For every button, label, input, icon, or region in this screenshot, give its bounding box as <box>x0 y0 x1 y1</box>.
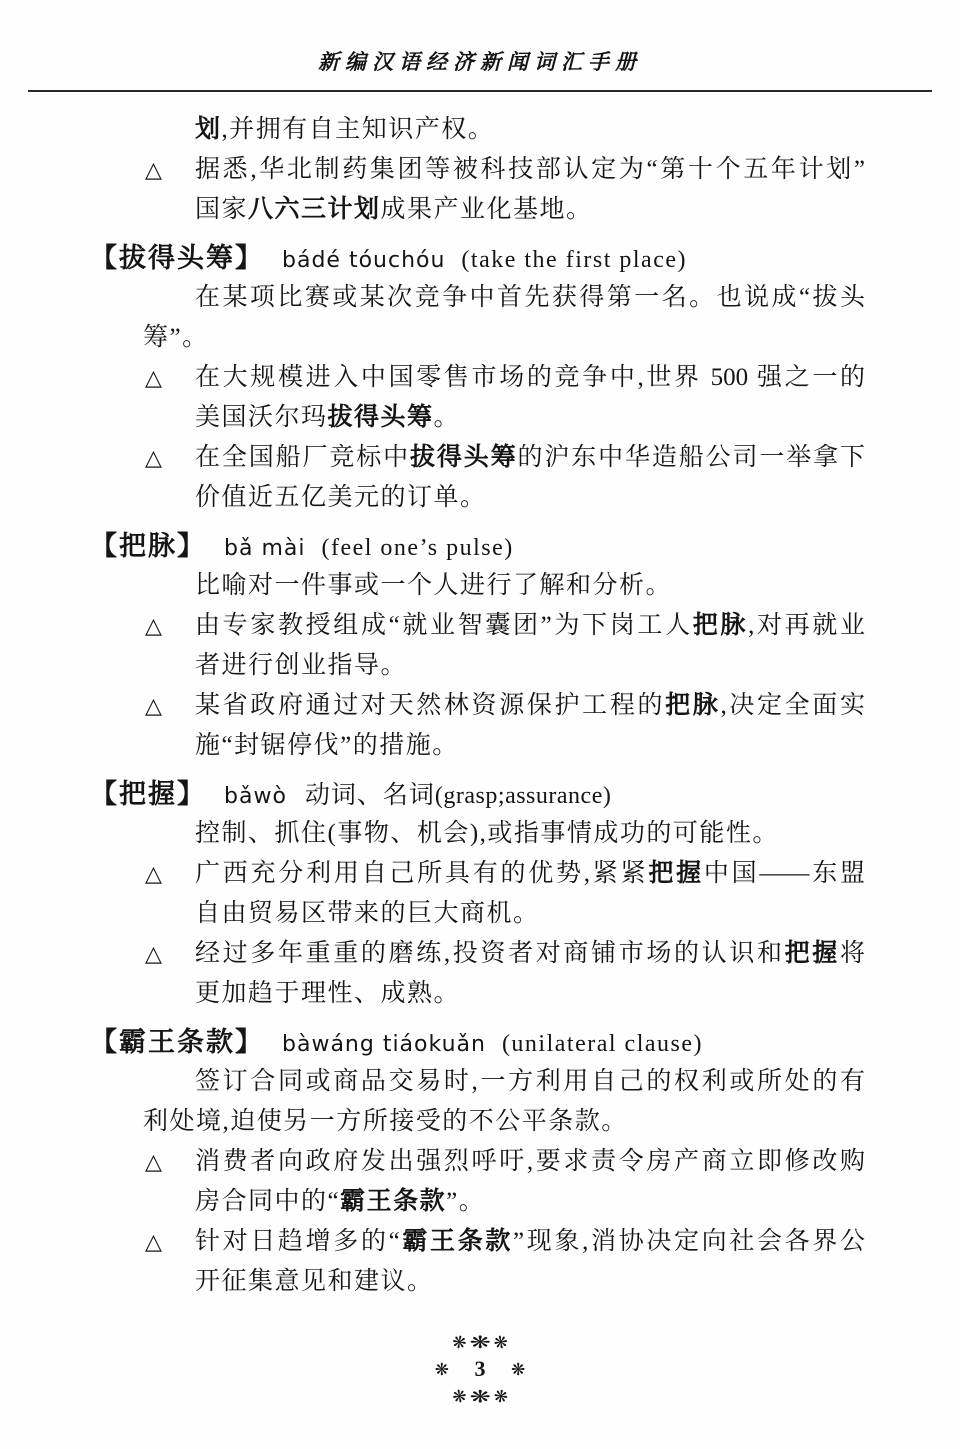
text-segment: 者进行创业指导。 <box>195 652 408 679</box>
definition-line <box>143 1102 865 1142</box>
example-text <box>195 934 865 974</box>
part-of-speech: 动词、名词 <box>304 782 435 809</box>
leaf-ornament-icon: ❋ <box>432 1361 452 1377</box>
leaf-ornament-icon: ❋ <box>448 1383 471 1408</box>
page-number: 3 <box>474 1356 486 1381</box>
pinyin: bàwáng tiáokuǎn <box>282 1032 486 1057</box>
example-continuation-line <box>195 726 865 766</box>
example-continuation-line <box>195 398 865 438</box>
bold-term: 拔得头筹 <box>327 404 434 431</box>
text-segment: 消费者向政府发出强烈呼吁,要求责令房产商立即修改购 <box>195 1148 865 1175</box>
headword: 【把脉】 <box>90 531 206 561</box>
text-segment: 由专家教授组成“就业智囊团”为下岗工人 <box>195 612 693 639</box>
pinyin: bǎ mài <box>224 536 306 561</box>
example-text <box>195 686 865 726</box>
text-segment: 据悉,华北制药集团等被科技部认定为“第十个五年计划” <box>195 156 865 183</box>
bold-term: 霸王条款 <box>340 1188 447 1215</box>
example-line <box>145 606 865 646</box>
example-continuation-line <box>195 1262 865 1302</box>
text-segment: 自由贸易区带来的巨大商机。 <box>195 900 540 927</box>
example-triangle-icon: △ <box>145 445 162 470</box>
text-segment: 将 <box>839 940 865 967</box>
example-continuation-line <box>195 646 865 686</box>
example-triangle-icon: △ <box>145 861 162 886</box>
example-line <box>145 438 865 478</box>
text-segment: 在某项比赛或某次竞争中首先获得第一名。也说成“拔头 <box>195 284 865 311</box>
text-segment: 比喻对一件事或一个人进行了解和分析。 <box>195 572 673 599</box>
leaf-ornament-icon: ❋ <box>469 1386 491 1405</box>
ornament-row-top <box>0 1330 960 1356</box>
text-segment: 价值近五亿美元的订单。 <box>195 484 487 511</box>
example-continuation-line <box>195 974 865 1014</box>
example-text <box>195 1222 865 1262</box>
leaf-ornament-icon: ❋ <box>448 1330 471 1355</box>
example-line <box>145 150 865 190</box>
definition-line <box>195 814 865 854</box>
text-segment: 的沪东中华造船公司一举拿下 <box>517 444 865 471</box>
headword: 【霸王条款】 <box>90 1027 264 1057</box>
text-segment: 控制、抓住(事物、机会),或指事情成功的可能性。 <box>195 820 779 847</box>
example-continuation-line <box>195 110 865 150</box>
example-text <box>195 854 865 894</box>
text-segment: 美国沃尔玛 <box>195 404 328 431</box>
example-continuation-line <box>195 190 865 230</box>
english-gloss: (grasp;assurance) <box>434 783 612 809</box>
example-triangle-icon: △ <box>145 157 162 182</box>
example-triangle-icon: △ <box>145 693 162 718</box>
bold-term: 把握 <box>784 940 840 967</box>
example-text <box>195 358 865 398</box>
example-line <box>145 1142 865 1182</box>
text-segment: 筹”。 <box>143 324 209 351</box>
text-segment: 更加趋于理性、成熟。 <box>195 980 461 1007</box>
example-continuation-line <box>195 478 865 518</box>
leaf-ornament-icon: ❋ <box>489 1330 512 1355</box>
bold-term: 把脉 <box>665 692 721 719</box>
ornament-row-middle <box>0 1356 960 1382</box>
english-gloss: (unilateral clause) <box>501 1031 704 1057</box>
example-line <box>145 1222 865 1262</box>
example-triangle-icon: △ <box>145 1229 162 1254</box>
text-segment: ,对再就业 <box>748 612 865 639</box>
text-segment: 在全国船厂竞标中 <box>195 444 410 471</box>
text-segment: 开征集意见和建议。 <box>195 1268 434 1295</box>
text-segment: 。 <box>433 404 461 431</box>
headword: 【把握】 <box>90 779 206 809</box>
text-segment: 签订合同或商品交易时,一方利用自己的权利或所处的有 <box>195 1068 865 1095</box>
bold-term: 霸王条款 <box>399 1228 514 1255</box>
example-triangle-icon: △ <box>145 941 162 966</box>
bold-term: 把握 <box>648 860 704 887</box>
example-triangle-icon: △ <box>145 613 162 638</box>
text-segment: 针对日趋增多的“ <box>195 1228 400 1255</box>
example-line <box>145 854 865 894</box>
pinyin: bǎwò <box>224 784 287 809</box>
leaf-ornament-icon: ❋ <box>469 1333 491 1352</box>
example-line <box>145 686 865 726</box>
bold-term: 拔得头筹 <box>410 444 518 471</box>
example-line <box>145 358 865 398</box>
text-segment: ”。 <box>446 1188 486 1215</box>
text-segment: 某省政府通过对天然林资源保护工程的 <box>195 692 666 719</box>
example-triangle-icon: △ <box>145 1149 162 1174</box>
pinyin: bádé tóuchóu <box>282 248 446 273</box>
text-segment: 在大规模进入中国零售市场的竞争中,世界 500 强之一的 <box>195 364 865 391</box>
leaf-ornament-icon: ❋ <box>489 1383 512 1408</box>
page-body <box>0 92 960 1302</box>
entry-headword-line <box>90 774 865 814</box>
ornament-row-bottom <box>0 1382 960 1408</box>
text-segment: ,决定全面实 <box>720 692 865 719</box>
text-segment: 中国——东盟 <box>703 860 865 887</box>
bold-term: 把脉 <box>692 612 749 639</box>
text-segment: 施“封锯停伐”的措施。 <box>195 732 459 759</box>
page-header <box>0 0 960 92</box>
example-text <box>195 438 865 478</box>
entry-headword-line <box>90 1022 865 1062</box>
example-continuation-line <box>195 1182 865 1222</box>
definition-line <box>195 278 865 318</box>
definition-line <box>195 1062 865 1102</box>
definition-line <box>195 566 865 606</box>
text-segment: 利处境,迫使另一方所接受的不公平条款。 <box>143 1108 628 1135</box>
text-segment: ,并拥有自主知识产权。 <box>221 116 495 143</box>
entry-headword-line <box>90 526 865 566</box>
text-segment: 经过多年重重的磨练,投资者对商铺市场的认识和 <box>195 940 785 967</box>
headword: 【拔得头筹】 <box>90 243 264 273</box>
example-text <box>195 150 865 190</box>
example-text <box>195 1142 865 1182</box>
english-gloss: (take the first place) <box>461 247 687 273</box>
example-line <box>145 934 865 974</box>
example-continuation-line <box>195 894 865 934</box>
text-segment: 房合同中的“ <box>195 1188 341 1215</box>
text-segment: 国家 <box>195 196 249 223</box>
book-title: 新编汉语经济新闻词汇手册 <box>318 50 642 74</box>
english-gloss: (feel one’s pulse) <box>321 535 514 561</box>
bold-term: 划 <box>195 116 222 143</box>
leaf-ornament-icon: ❋ <box>508 1361 528 1377</box>
text-segment: ”现象,消协决定向社会各界公 <box>513 1228 865 1255</box>
example-triangle-icon: △ <box>145 365 162 390</box>
entry-headword-line <box>90 238 865 278</box>
example-text <box>195 606 865 646</box>
page-footer <box>0 1330 960 1408</box>
bold-term: 八六三计划 <box>248 196 381 223</box>
text-segment: 成果产业化基地。 <box>380 196 593 223</box>
text-segment: 广西充分利用自己所具有的优势,紧紧 <box>195 860 649 887</box>
definition-line <box>143 318 865 358</box>
